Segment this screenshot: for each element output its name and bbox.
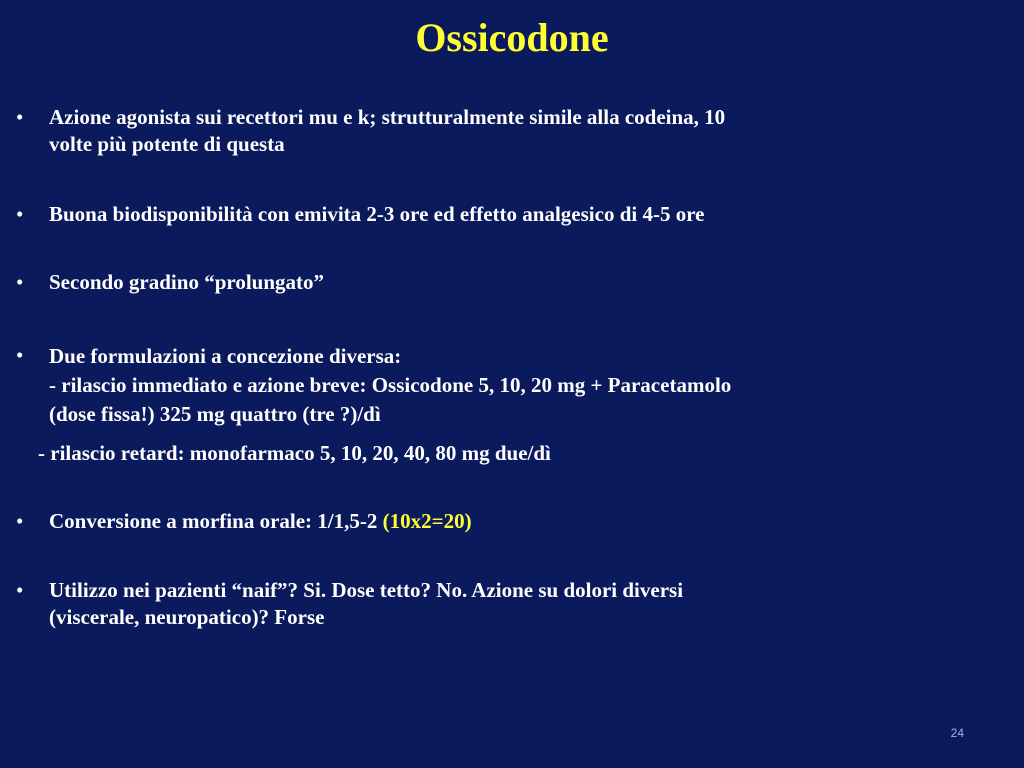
bullet-line: (dose fissa!) 325 mg quattro (tre ?)/dì <box>49 402 381 426</box>
bullet-text <box>49 104 989 158</box>
bullet-line: Utilizzo nei pazienti “naif”? Si. Dose tetto? No. Azione su dolori diversi <box>49 578 684 602</box>
indented-line: - rilascio retard: monofarmaco 5, 10, 20, 40, 80 mg due/dì <box>38 441 551 465</box>
bullet-text <box>49 508 989 535</box>
bullet-line: Due formulazioni a concezione diversa: <box>49 344 402 368</box>
bullet-icon: • <box>16 105 24 129</box>
bullet-icon: • <box>16 202 24 226</box>
page-number: 24 <box>950 726 964 740</box>
slide-title: Ossicodone <box>415 15 609 60</box>
bullet-text <box>49 342 989 429</box>
bullet-line: Secondo gradino “prolungato” <box>49 270 324 294</box>
bullet-line: (viscerale, neuropatico)? Forse <box>49 605 325 629</box>
highlighted-formula: (10x2=20) <box>382 509 472 533</box>
bullet-icon: • <box>16 578 24 602</box>
bullet-icon: • <box>16 270 24 294</box>
bullet-line: Buona biodisponibilità con emivita 2-3 ore ed effetto analgesico di 4-5 ore <box>49 202 705 226</box>
bullet-text <box>49 577 989 631</box>
bullet-text <box>49 201 989 228</box>
bullet-icon: • <box>16 509 24 533</box>
bullet-text <box>49 269 989 296</box>
bullet-line: Conversione a morfina orale: 1/1,5-2 <box>49 509 383 533</box>
bullet-line: - rilascio immediato e azione breve: Ossicodone 5, 10, 20 mg + Paracetamolo <box>49 373 732 397</box>
bullet-line: volte più potente di questa <box>49 132 285 156</box>
bullet-line: Azione agonista sui recettori mu e k; strutturalmente simile alla codeina, 10 <box>49 105 726 129</box>
bullet-icon: • <box>16 343 24 367</box>
